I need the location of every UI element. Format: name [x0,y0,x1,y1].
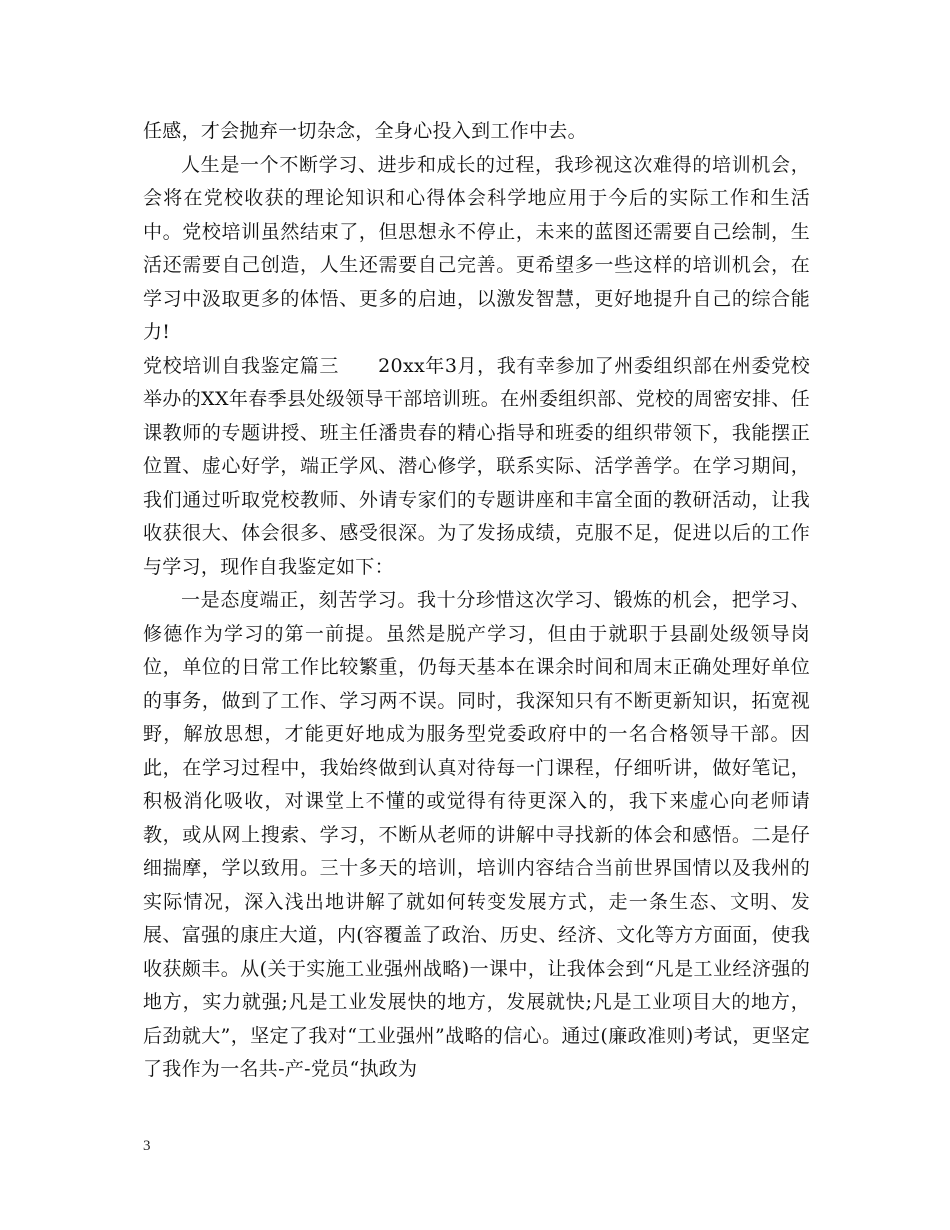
paragraph-continuation: 任感，才会抛弃一切杂念，全身心投入到工作中去。 [143,120,587,142]
paragraph-section-three: 党校培训自我鉴定篇三 20xx年3月，我有幸参加了州委组织部在州委党校举办的XX年春季县处级领导干部培训班。在州委组织部、党校的周密安排、任课教师的专题讲授、班主任潘贵春的精心指导和班委的组织带领下，我能摆正位置、虚心好学，端正学风、潜心修学，联系实际、活学善学。在学习期间，我们通过听取党校教师、外请专家们的专题讲座和丰富全面的教研活动，让我收获很大、体会很多、感受很深。为了发扬成绩，克服不足，促进以后的工作与学习，现作自我鉴定如下： [143,354,810,578]
page-number: 3 [143,1138,151,1154]
paragraph-reflection: 人生是一个不断学习、进步和成长的过程，我珍视这次难得的培训机会，会将在党校收获的理论知识和心得体会科学地应用于今后的实际工作和生活中。党校培训虽然结束了，但思想永不停止，未来的蓝图还需要自己绘制，生活还需要自己创造，人生还需要自己完善。更希望多一些这样的培训机会，在学习中汲取更多的体悟、更多的启迪，以激发智慧，更好地提升自己的综合能力! [143,153,810,343]
document-body [143,115,810,1087]
paragraph-attitude: 一是态度端正，刻苦学习。我十分珍惜这次学习、锻炼的机会，把学习、修德作为学习的第一前提。虽然是脱产学习，但由于就职于县副处级领导岗位，单位的日常工作比较繁重，仍每天基本在课余时间和周末正确处理好单位的事务，做到了工作、学习两不误。同时，我深知只有不断更新知识，拓宽视野，解放思想，才能更好地成为服务型党委政府中的一名合格领导干部。因此，在学习过程中，我始终做到认真对待每一门课程，仔细听讲，做好笔记，积极消化吸收，对课堂上不懂的或觉得有待更深入的，我下来虚心向老师请教，或从网上搜索、学习，不断从老师的讲解中寻找新的体会和感悟。二是仔细揣摩，学以致用。三十多天的培训，培训内容结合当前世界国情以及我州的实际情况，深入浅出地讲解了就如何转变发展方式，走一条生态、文明、发展、富强的康庄大道，内(容覆盖了政治、历史、经济、文化等方方面面，使我收获颇丰。从(关于实施工业强州战略)一课中，让我体会到“凡是工业经济强的地方，实力就强;凡是工业发展快的地方，发展就快;凡是工业项目大的地方，后劲就大”，坚定了我对“工业强州”战略的信心。通过(廉政准则)考试，更坚定了我作为一名共-产-党员“执政为 [143,589,810,1080]
